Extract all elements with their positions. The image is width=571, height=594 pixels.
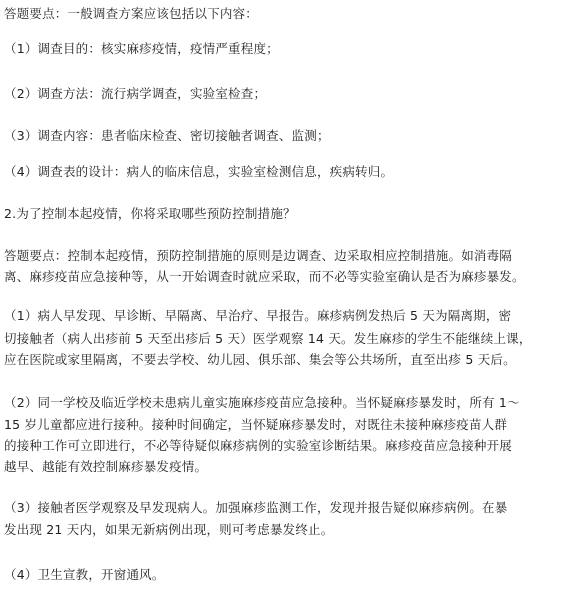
measure-2-line-2: 15 岁儿童都应进行接种。接种时间确定，当怀疑麻疹暴发时，对既往未接种麻疹疫苗人群: [4, 417, 508, 432]
answer-2-intro-line-1: 答题要点：控制本起疫情，预防控制措施的原则是边调查、边采取相应控制措施。如消毒隔: [4, 248, 513, 263]
measure-3-line-2: 发出现 21 天内，如果无新病例出现，则可考虑暴发终止。: [4, 522, 334, 537]
point-4-form-design: （4）调查表的设计：病人的临床信息，实验室检测信息，疾病转归。: [4, 164, 394, 179]
measure-2-line-3: 的接种工作可立即进行，不必等待疑似麻疹病例的实验室诊断结果。麻疹疫苗应急接种开展: [4, 438, 513, 453]
measure-1-line-3: 应在医院或家里隔离，不要去学校、幼儿园、俱乐部、集会等公共场所，直至出疹 5 天后。: [4, 352, 516, 367]
point-3-content: （3）调查内容：患者临床检查、密切接触者调查、监测；: [4, 128, 330, 143]
point-2-method: （2）调查方法：流行病学调查，实验室检查；: [4, 86, 267, 101]
question-2-heading: 2.为了控制本起疫情，你将采取哪些预防控制措施？: [4, 206, 296, 221]
measure-1-line-2: 切接触者（病人出疹前 5 天至出疹后 5 天）医学观察 14 天。发生麻疹的学生不能继续上课，: [4, 331, 532, 346]
measure-3-line-1: （3）接触者医学观察及早发现病人。加强麻疹监测工作，发现并报告疑似麻疹病例。在暴: [4, 500, 508, 515]
measure-4-line: （4）卫生宣教，开窗通风。: [4, 567, 165, 582]
answer-intro-line: 答题要点：一般调查方案应该包括以下内容：: [4, 6, 259, 21]
point-1-purpose: （1）调查目的：核实麻疹疫情，疫情严重程度；: [4, 41, 279, 56]
measure-1-line-1: （1）病人早发现、早诊断、早隔离、早治疗、早报告。麻疹病例发热后 5 天为隔离期，密: [4, 308, 512, 323]
measure-2-line-1: （2）同一学校及临近学校未患病儿童实施麻疹疫苗应急接种。当怀疑麻疹暴发时，所有 1～: [4, 395, 520, 410]
answer-2-intro-line-2: 离、麻疹疫苗应急接种等，从一开始调查时就应采取，而不必等实验室确认是否为麻疹暴发。: [4, 269, 525, 284]
measure-2-line-4: 越早、越能有效控制麻疹暴发疫情。: [4, 459, 208, 474]
